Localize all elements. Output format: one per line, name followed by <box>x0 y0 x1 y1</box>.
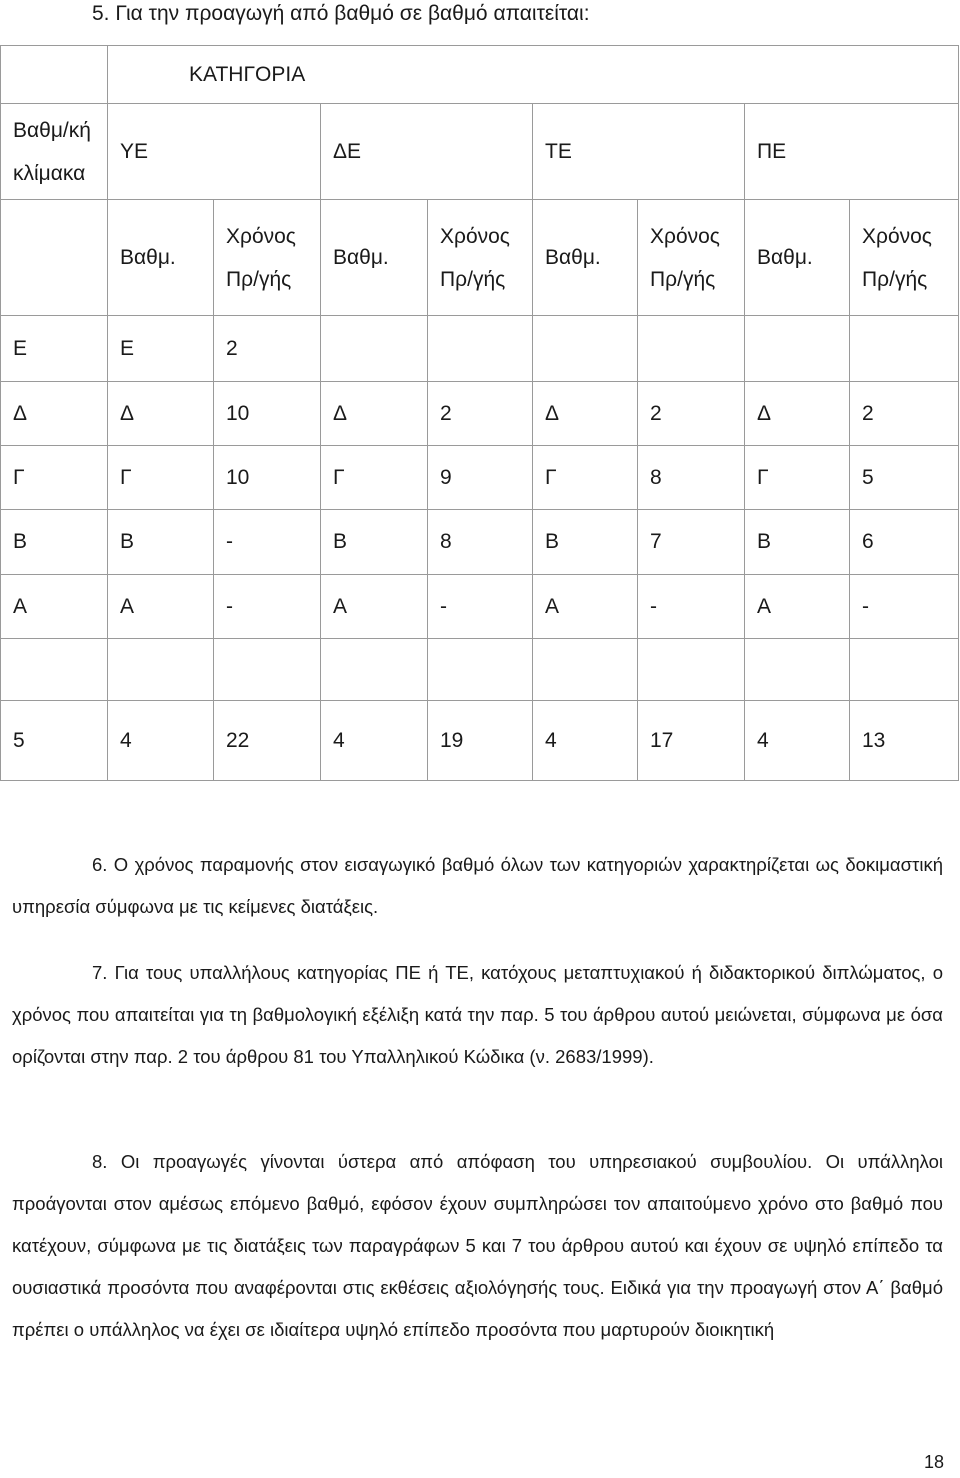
time-column-header-de <box>428 200 533 316</box>
time-column-header-te <box>638 200 745 316</box>
page-number: 18 <box>923 1452 944 1472</box>
table-cell <box>108 639 214 701</box>
table-cell: - <box>850 575 959 639</box>
table-row <box>1 382 959 446</box>
table-cell: Α <box>321 575 428 639</box>
table-cell <box>214 639 321 701</box>
table-cell: Δ <box>108 382 214 446</box>
time-header-line1: Χρόνος <box>862 224 932 248</box>
table-cell <box>533 639 638 701</box>
time-column-header-pe <box>850 200 959 316</box>
category-pe: ΠΕ <box>745 104 959 200</box>
table-cell: 22 <box>214 701 321 781</box>
table-cell: 5 <box>850 446 959 510</box>
table-cell <box>321 639 428 701</box>
scale-header-line2: κλίμακα <box>13 161 86 185</box>
table-cell <box>745 316 850 382</box>
table-cell <box>850 316 959 382</box>
table-cell: Α <box>1 575 108 639</box>
table-cell: Α <box>108 575 214 639</box>
table-cell: - <box>428 575 533 639</box>
table-cell: 8 <box>428 510 533 575</box>
table-total-row <box>1 701 959 781</box>
scale-header-line1: Βαθμ/κή <box>13 118 91 142</box>
table-cell: Β <box>108 510 214 575</box>
time-header-line2: Πρ/γής <box>440 267 506 291</box>
table-cell <box>533 316 638 382</box>
table-cell: Γ <box>108 446 214 510</box>
table-cell: Β <box>1 510 108 575</box>
table-cell: Β <box>745 510 850 575</box>
table-row <box>1 510 959 575</box>
table-cell <box>428 639 533 701</box>
grade-promotion-table <box>0 45 959 781</box>
category-de: ΔΕ <box>321 104 533 200</box>
table-cell <box>638 316 745 382</box>
table-cell: 10 <box>214 446 321 510</box>
grade-column-header-ye: Βαθμ. <box>108 200 214 316</box>
table-cell: Γ <box>321 446 428 510</box>
time-header-line2: Πρ/γής <box>650 267 716 291</box>
scale-header <box>1 104 108 200</box>
category-ye: ΥΕ <box>108 104 321 200</box>
table-cell: Δ <box>533 382 638 446</box>
table-row <box>1 446 959 510</box>
table-cell: 10 <box>214 382 321 446</box>
table-cell: Δ <box>1 382 108 446</box>
table-header-category-row <box>1 46 959 104</box>
table-cell: 9 <box>428 446 533 510</box>
table-cell: 4 <box>108 701 214 781</box>
table-header-columns-row <box>1 200 959 316</box>
time-header-line2: Πρ/γής <box>226 267 292 291</box>
table-cell: 2 <box>214 316 321 382</box>
grade-column-header-te: Βαθμ. <box>533 200 638 316</box>
time-column-header-ye <box>214 200 321 316</box>
table-row-empty <box>1 639 959 701</box>
grade-column-header-de: Βαθμ. <box>321 200 428 316</box>
grade-column-header-pe: Βαθμ. <box>745 200 850 316</box>
paragraph-8: 8. Οι προαγωγές γίνονται ύστερα από απόφαση του υπηρεσιακού συμβουλίου. Οι υπάλληλοι προάγονται στον αμέσως επόμενο βαθμό, εφόσον έχουν συμπληρώσει τον απαιτούμενο χρόνο στο βαθμό που κατέχουν, σύμφωνα με τις διατάξεις των παραγράφων 5 και 7 του άρθρου αυτού και έχουν σε υψηλό επίπεδο τα ουσιαστικά προσόντα που αναφέρονται στις εκθέσεις αξιολόγησής τους. Ειδικά για την προαγωγή στον Α΄ βαθμό πρέπει ο υπάλληλος να έχει σε ιδιαίτερα υψηλό επίπεδο προσόντα που μαρτυρούν διοικητική <box>12 1151 943 1340</box>
table-cell: Β <box>321 510 428 575</box>
paragraph-7: 7. Για τους υπαλλήλους κατηγορίας ΠΕ ή ΤΕ, κατόχους μεταπτυχιακού ή διδακτορικού διπλώματος, ο χρόνος που απαιτείται για τη βαθμολογική εξέλιξη κατά την παρ. 5 του άρθρου αυτού μειώνεται, σύμφωνα με όσα ορίζονται στην παρ. 2 του άρθρου 81 του Υπαλληλικού Κώδικα (ν. 2683/1999). <box>12 962 943 1067</box>
table-cell: Γ <box>745 446 850 510</box>
table-cell: 19 <box>428 701 533 781</box>
table-cell: Γ <box>533 446 638 510</box>
table-cell: - <box>638 575 745 639</box>
table-cell: - <box>214 510 321 575</box>
table-header-categories-row <box>1 104 959 200</box>
time-header-line1: Χρόνος <box>650 224 720 248</box>
category-header: ΚΑΤΗΓΟΡΙΑ <box>108 46 959 104</box>
table-cell: Α <box>745 575 850 639</box>
table-cell: 4 <box>533 701 638 781</box>
table-cell <box>1 639 108 701</box>
table-cell: 4 <box>745 701 850 781</box>
time-header-line2: Πρ/γής <box>862 267 928 291</box>
paragraph-6: 6. Ο χρόνος παραμονής στον εισαγωγικό βαθμό όλων των κατηγοριών χαρακτηρίζεται ως δοκιμαστική υπηρεσία σύμφωνα με τις κείμενες διατάξεις. <box>12 854 943 917</box>
table-cell: 4 <box>321 701 428 781</box>
table-cell <box>321 316 428 382</box>
table-cell: 2 <box>850 382 959 446</box>
table-cell <box>850 639 959 701</box>
table-cell: 2 <box>428 382 533 446</box>
table-cell-empty <box>1 200 108 316</box>
table-cell: Ε <box>1 316 108 382</box>
table-cell: 17 <box>638 701 745 781</box>
category-te: ΤΕ <box>533 104 745 200</box>
table-cell <box>745 639 850 701</box>
table-cell: 8 <box>638 446 745 510</box>
table-cell: Α <box>533 575 638 639</box>
table-cell: - <box>214 575 321 639</box>
time-header-line1: Χρόνος <box>440 224 510 248</box>
table-cell: 7 <box>638 510 745 575</box>
table-cell: 13 <box>850 701 959 781</box>
section-heading: 5. Για την προαγωγή από βαθμό σε βαθμό απαιτείται: <box>92 2 590 25</box>
table-cell: Δ <box>745 382 850 446</box>
table-row <box>1 316 959 382</box>
table-cell <box>428 316 533 382</box>
table-cell: Γ <box>1 446 108 510</box>
table-cell <box>638 639 745 701</box>
table-cell: Β <box>533 510 638 575</box>
table-cell: 2 <box>638 382 745 446</box>
table-cell-empty <box>1 46 108 104</box>
table-row <box>1 575 959 639</box>
table-cell: 5 <box>1 701 108 781</box>
table-cell: 6 <box>850 510 959 575</box>
table-cell: Ε <box>108 316 214 382</box>
time-header-line1: Χρόνος <box>226 224 296 248</box>
table-cell: Δ <box>321 382 428 446</box>
